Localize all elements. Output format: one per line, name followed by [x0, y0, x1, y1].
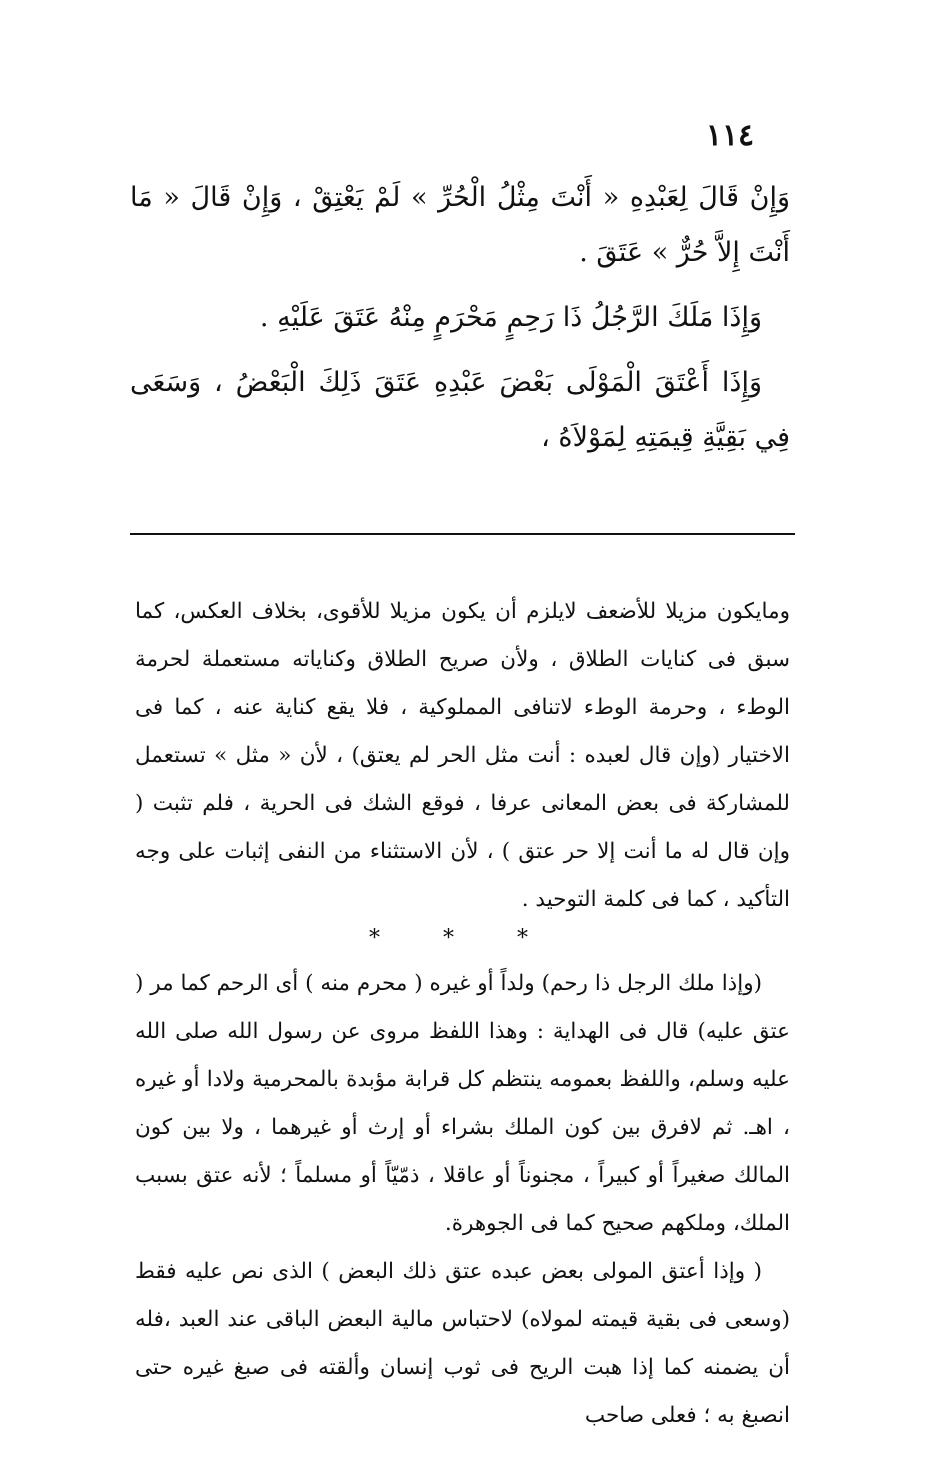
separator-stars: * * *: [369, 926, 556, 951]
main-text-paragraph: وَإِذَا مَلَكَ الرَّجُلُ ذَا رَحِمٍ مَحْرَمٍ مِنْهُ عَتَقَ عَلَيْهِ .: [259, 302, 762, 333]
section-divider: [130, 533, 795, 535]
commentary-text: [135, 588, 790, 1440]
main-text-paragraph: وَإِنْ قَالَ لِعَبْدِهِ « أَنْتَ مِثْلُ الْحُرِّ » لَمْ يَعْتِقْ ، وَإِنْ قَالَ « مَا أَنْتَ إِلاَّ حُرٌّ » عَتَقَ .: [130, 182, 790, 268]
commentary-paragraph: ( وإذا أعتق المولى بعض عبده عتق ذلك البعض ) الذى نص عليه فقط (وسعى فى بقية قيمته لمولاه) لاحتباس مالية البعض الباقى عند العبد ،فله أن يضمنه كما إذا هبت الريح فى ثوب إنسان وألقته فى صبغ غيره حتى انصبغ به ؛ فعلى صاحب: [135, 1259, 790, 1428]
main-text-paragraph: وَإِذَا أَعْتَقَ الْمَوْلَى بَعْضَ عَبْدِهِ عَتَقَ ذَلِكَ الْبَعْضُ ، وَسَعَى فِي بَقِيَّةِ قِيمَتِهِ لِمَوْلاَهُ ،: [130, 367, 790, 453]
page-number: ١١٤: [705, 118, 755, 153]
main-text: [130, 170, 790, 475]
commentary-paragraph: ومايكون مزيلا للأضعف لايلزم أن يكون مزيلا للأقوى، بخلاف العكس، كما سبق فى كنايات الطلاق ، ولأن صريح الطلاق وكناياته مستعملة لحرمة الوطء ، وحرمة الوطء لاتنافى المملوكية ، فلا يقع كناية عنه ، كما فى الاختيار (وإن قال لعبده : أنت مثل الحر لم يعتق) ، لأن « مثل » تستعمل للمشاركة فى بعض المعانى عرفا ، فوقع الشك فى الحرية ، فلم تثبت ( وإن قال له ما أنت إلا حر عتق ) ، لأن الاستثناء من النفى إثبات على وجه التأكيد ، كما فى كلمة التوحيد .: [135, 599, 790, 912]
commentary-paragraph: (وإذا ملك الرجل ذا رحم) ولداً أو غيره ( محرم منه ) أى الرحم كما مر ( عتق عليه) قال فى الهداية : وهذا اللفظ مروى عن رسول الله صلى الله عليه وسلم، واللفظ بعمومه ينتظم كل قرابة مؤبدة بالمحرمية ولادا أو غيره ، اهـ. ثم لافرق بين كون الملك بشراء أو إرث أو غيرهما ، ولا بين كون المالك صغيراً أو كبيراً ، مجنوناً أو عاقلا ، ذمّيّاً أو مسلماً ؛ لأنه عتق بسبب الملك، وملكهم صحيح كما فى الجوهرة.: [135, 971, 790, 1236]
